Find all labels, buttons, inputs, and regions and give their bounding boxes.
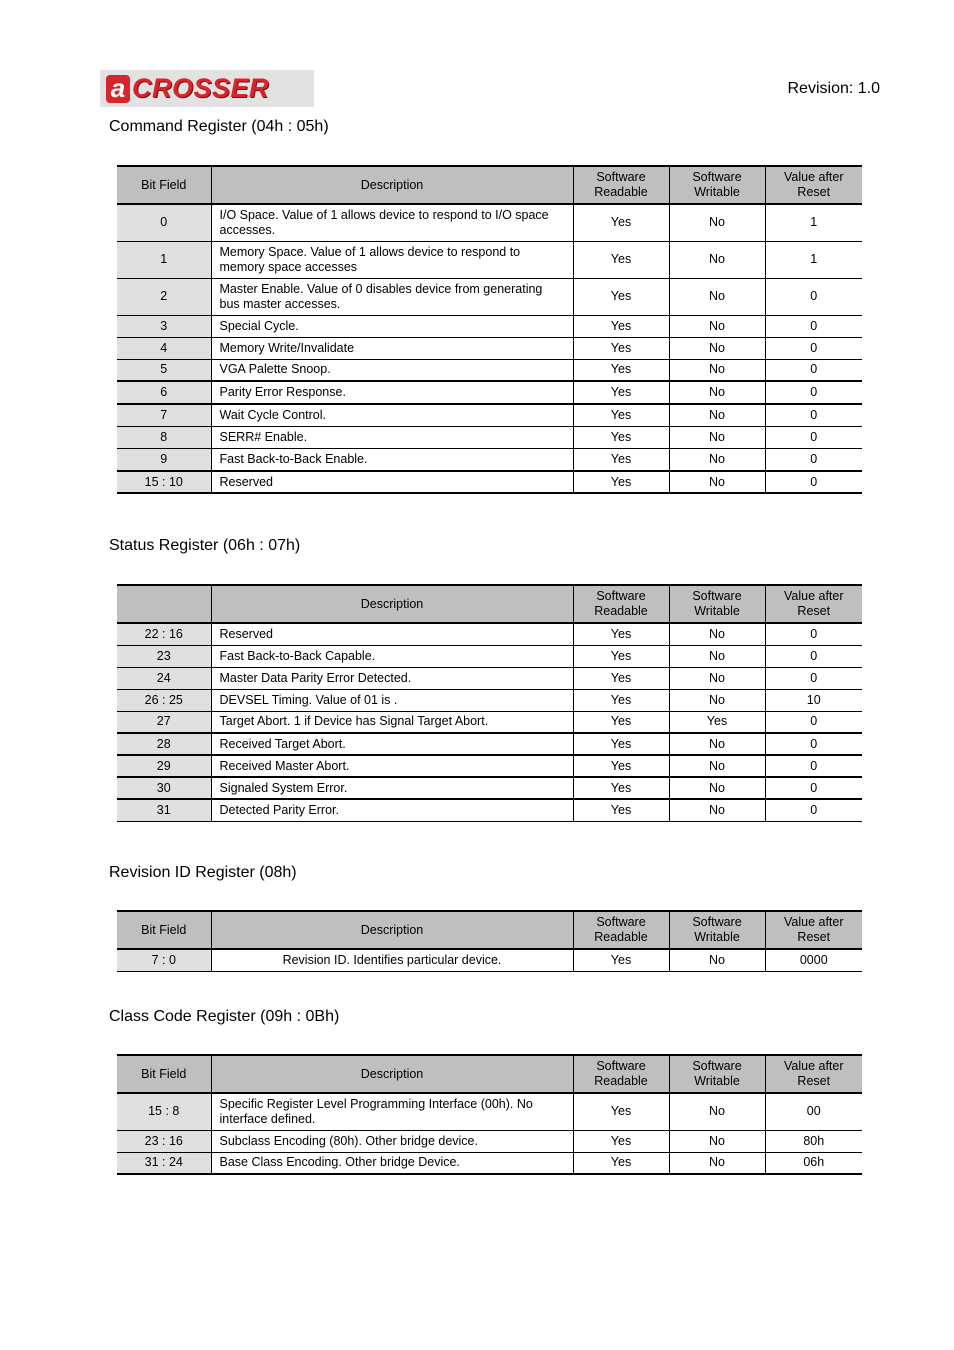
logo-wordmark: CROSSER	[132, 73, 270, 103]
header-reset: Value after Reset	[765, 1055, 862, 1093]
table-row	[117, 733, 862, 755]
bit-field-cell: 27	[117, 711, 211, 733]
header-readable: Software Readable	[573, 911, 669, 949]
bit-field-cell: 9	[117, 448, 211, 471]
header-readable: Software Readable	[573, 585, 669, 623]
table-row	[117, 278, 862, 315]
header-reset: Value after Reset	[765, 585, 862, 623]
writable-cell: No	[669, 623, 765, 645]
description-cell: Memory Write/Invalidate	[211, 337, 573, 359]
writable-cell: No	[669, 359, 765, 381]
bit-field-cell: 24	[117, 667, 211, 689]
table-row	[117, 1130, 862, 1152]
bit-field-cell: 26 : 25	[117, 689, 211, 711]
writable-cell: No	[669, 799, 765, 821]
bit-field-cell: 31	[117, 799, 211, 821]
bit-field-cell: 22 : 16	[117, 623, 211, 645]
description-cell: Parity Error Response.	[211, 381, 573, 404]
readable-cell: Yes	[573, 689, 669, 711]
description-cell: VGA Palette Snoop.	[211, 359, 573, 381]
writable-cell: No	[669, 241, 765, 278]
header-description: Description	[211, 166, 573, 204]
readable-cell: Yes	[573, 777, 669, 799]
reset-value-cell: 0000	[765, 949, 862, 971]
readable-cell: Yes	[573, 1093, 669, 1130]
reset-value-cell: 0	[765, 733, 862, 755]
header-readable: Software Readable	[573, 1055, 669, 1093]
table-row	[117, 204, 862, 241]
bit-field-cell: 7 : 0	[117, 949, 211, 971]
writable-cell: No	[669, 949, 765, 971]
table-row	[117, 359, 862, 381]
table-row	[117, 1152, 862, 1174]
header-bit-field: Bit Field	[117, 166, 211, 204]
description-cell: DEVSEL Timing. Value of 01 is .	[211, 689, 573, 711]
header-readable: Software Readable	[573, 166, 669, 204]
reset-value-cell: 0	[765, 404, 862, 426]
section-title-command: Command Register (04h : 05h)	[109, 118, 329, 135]
readable-cell: Yes	[573, 1130, 669, 1152]
table-row	[117, 711, 862, 733]
section-title-class-code: Class Code Register (09h : 0Bh)	[109, 1008, 340, 1025]
description-cell: Wait Cycle Control.	[211, 404, 573, 426]
description-cell: Received Master Abort.	[211, 755, 573, 777]
command-register-table	[117, 165, 862, 494]
description-cell: SERR# Enable.	[211, 426, 573, 448]
bit-field-cell: 1	[117, 241, 211, 278]
writable-cell: No	[669, 755, 765, 777]
writable-cell: No	[669, 1093, 765, 1130]
readable-cell: Yes	[573, 381, 669, 404]
writable-cell: Yes	[669, 711, 765, 733]
table-row	[117, 623, 862, 645]
readable-cell: Yes	[573, 667, 669, 689]
description-cell: Base Class Encoding. Other bridge Device.	[211, 1152, 573, 1174]
bit-field-cell: 28	[117, 733, 211, 755]
reset-value-cell: 0	[765, 315, 862, 337]
reset-value-cell: 0	[765, 755, 862, 777]
table-row	[117, 471, 862, 493]
table-row	[117, 755, 862, 777]
readable-cell: Yes	[573, 471, 669, 493]
bit-field-cell: 5	[117, 359, 211, 381]
readable-cell: Yes	[573, 426, 669, 448]
reset-value-cell: 0	[765, 337, 862, 359]
header-description: Description	[211, 585, 573, 623]
readable-cell: Yes	[573, 755, 669, 777]
writable-cell: No	[669, 448, 765, 471]
table-row	[117, 1093, 862, 1130]
reset-value-cell: 10	[765, 689, 862, 711]
readable-cell: Yes	[573, 278, 669, 315]
reset-value-cell: 0	[765, 623, 862, 645]
bit-field-cell: 30	[117, 777, 211, 799]
readable-cell: Yes	[573, 799, 669, 821]
description-cell: Reserved	[211, 623, 573, 645]
section-title-status: Status Register (06h : 07h)	[109, 537, 301, 554]
revision-id-table	[117, 910, 862, 972]
description-cell: Target Abort. 1 if Device has Signal Target Abort.	[211, 711, 573, 733]
header-bit-field	[117, 585, 211, 623]
header-bit-field: Bit Field	[117, 911, 211, 949]
description-cell: Master Data Parity Error Detected.	[211, 667, 573, 689]
reset-value-cell: 0	[765, 448, 862, 471]
writable-cell: No	[669, 404, 765, 426]
description-cell: Received Target Abort.	[211, 733, 573, 755]
readable-cell: Yes	[573, 204, 669, 241]
table-row	[117, 337, 862, 359]
header-writable: Software Writable	[669, 585, 765, 623]
bit-field-cell: 7	[117, 404, 211, 426]
reset-value-cell: 0	[765, 645, 862, 667]
header-writable: Software Writable	[669, 1055, 765, 1093]
reset-value-cell: 0	[765, 777, 862, 799]
reset-value-cell: 0	[765, 799, 862, 821]
header-description: Description	[211, 1055, 573, 1093]
description-cell: Signaled System Error.	[211, 777, 573, 799]
reset-value-cell: 0	[765, 359, 862, 381]
readable-cell: Yes	[573, 448, 669, 471]
bit-field-cell: 15 : 8	[117, 1093, 211, 1130]
reset-value-cell: 80h	[765, 1130, 862, 1152]
readable-cell: Yes	[573, 623, 669, 645]
writable-cell: No	[669, 315, 765, 337]
reset-value-cell: 0	[765, 278, 862, 315]
header-reset: Value after Reset	[765, 166, 862, 204]
description-cell: Fast Back-to-Back Enable.	[211, 448, 573, 471]
writable-cell: No	[669, 1130, 765, 1152]
bit-field-cell: 0	[117, 204, 211, 241]
table-row	[117, 381, 862, 404]
table-row	[117, 689, 862, 711]
bit-field-cell: 29	[117, 755, 211, 777]
reset-value-cell: 1	[765, 241, 862, 278]
writable-cell: No	[669, 1152, 765, 1174]
class-code-table	[117, 1054, 862, 1175]
reset-value-cell: 0	[765, 381, 862, 404]
readable-cell: Yes	[573, 315, 669, 337]
bit-field-cell: 3	[117, 315, 211, 337]
bit-field-cell: 15 : 10	[117, 471, 211, 493]
description-cell: Reserved	[211, 471, 573, 493]
table-row	[117, 949, 862, 971]
header-description: Description	[211, 911, 573, 949]
readable-cell: Yes	[573, 711, 669, 733]
bit-field-cell: 31 : 24	[117, 1152, 211, 1174]
readable-cell: Yes	[573, 733, 669, 755]
writable-cell: No	[669, 777, 765, 799]
readable-cell: Yes	[573, 359, 669, 381]
acrosser-logo	[100, 70, 314, 107]
table-row	[117, 777, 862, 799]
reset-value-cell: 06h	[765, 1152, 862, 1174]
description-cell: Master Enable. Value of 0 disables device from generating bus master accesses.	[211, 278, 573, 315]
bit-field-cell: 6	[117, 381, 211, 404]
logo-a-mark: a	[106, 75, 130, 103]
readable-cell: Yes	[573, 241, 669, 278]
writable-cell: No	[669, 733, 765, 755]
bit-field-cell: 2	[117, 278, 211, 315]
section-title-revision-id: Revision ID Register (08h)	[109, 864, 297, 881]
table-row	[117, 426, 862, 448]
description-cell: Special Cycle.	[211, 315, 573, 337]
header-writable: Software Writable	[669, 166, 765, 204]
writable-cell: No	[669, 645, 765, 667]
readable-cell: Yes	[573, 337, 669, 359]
readable-cell: Yes	[573, 404, 669, 426]
writable-cell: No	[669, 426, 765, 448]
table-row	[117, 667, 862, 689]
table-row	[117, 799, 862, 821]
description-cell: Specific Register Level Programming Interface (00h). No interface defined.	[211, 1093, 573, 1130]
table-row	[117, 241, 862, 278]
readable-cell: Yes	[573, 949, 669, 971]
writable-cell: No	[669, 337, 765, 359]
table-row	[117, 645, 862, 667]
readable-cell: Yes	[573, 1152, 669, 1174]
description-cell: I/O Space. Value of 1 allows device to respond to I/O space accesses.	[211, 204, 573, 241]
writable-cell: No	[669, 667, 765, 689]
header-bit-field: Bit Field	[117, 1055, 211, 1093]
writable-cell: No	[669, 204, 765, 241]
reset-value-cell: 0	[765, 471, 862, 493]
table-row	[117, 404, 862, 426]
table-row	[117, 315, 862, 337]
reset-value-cell: 0	[765, 426, 862, 448]
reset-value-cell: 00	[765, 1093, 862, 1130]
bit-field-cell: 23	[117, 645, 211, 667]
writable-cell: No	[669, 471, 765, 493]
description-cell: Detected Parity Error.	[211, 799, 573, 821]
writable-cell: No	[669, 381, 765, 404]
reset-value-cell: 0	[765, 667, 862, 689]
header-writable: Software Writable	[669, 911, 765, 949]
bit-field-cell: 4	[117, 337, 211, 359]
writable-cell: No	[669, 278, 765, 315]
revision-label: Revision: 1.0	[787, 80, 880, 97]
description-cell: Revision ID. Identifies particular device.	[211, 949, 573, 971]
description-cell: Subclass Encoding (80h). Other bridge device.	[211, 1130, 573, 1152]
reset-value-cell: 0	[765, 711, 862, 733]
bit-field-cell: 8	[117, 426, 211, 448]
writable-cell: No	[669, 689, 765, 711]
table-row	[117, 448, 862, 471]
status-register-table	[117, 584, 862, 822]
bit-field-cell: 23 : 16	[117, 1130, 211, 1152]
header-reset: Value after Reset	[765, 911, 862, 949]
readable-cell: Yes	[573, 645, 669, 667]
description-cell: Memory Space. Value of 1 allows device to respond to memory space accesses	[211, 241, 573, 278]
reset-value-cell: 1	[765, 204, 862, 241]
description-cell: Fast Back-to-Back Capable.	[211, 645, 573, 667]
